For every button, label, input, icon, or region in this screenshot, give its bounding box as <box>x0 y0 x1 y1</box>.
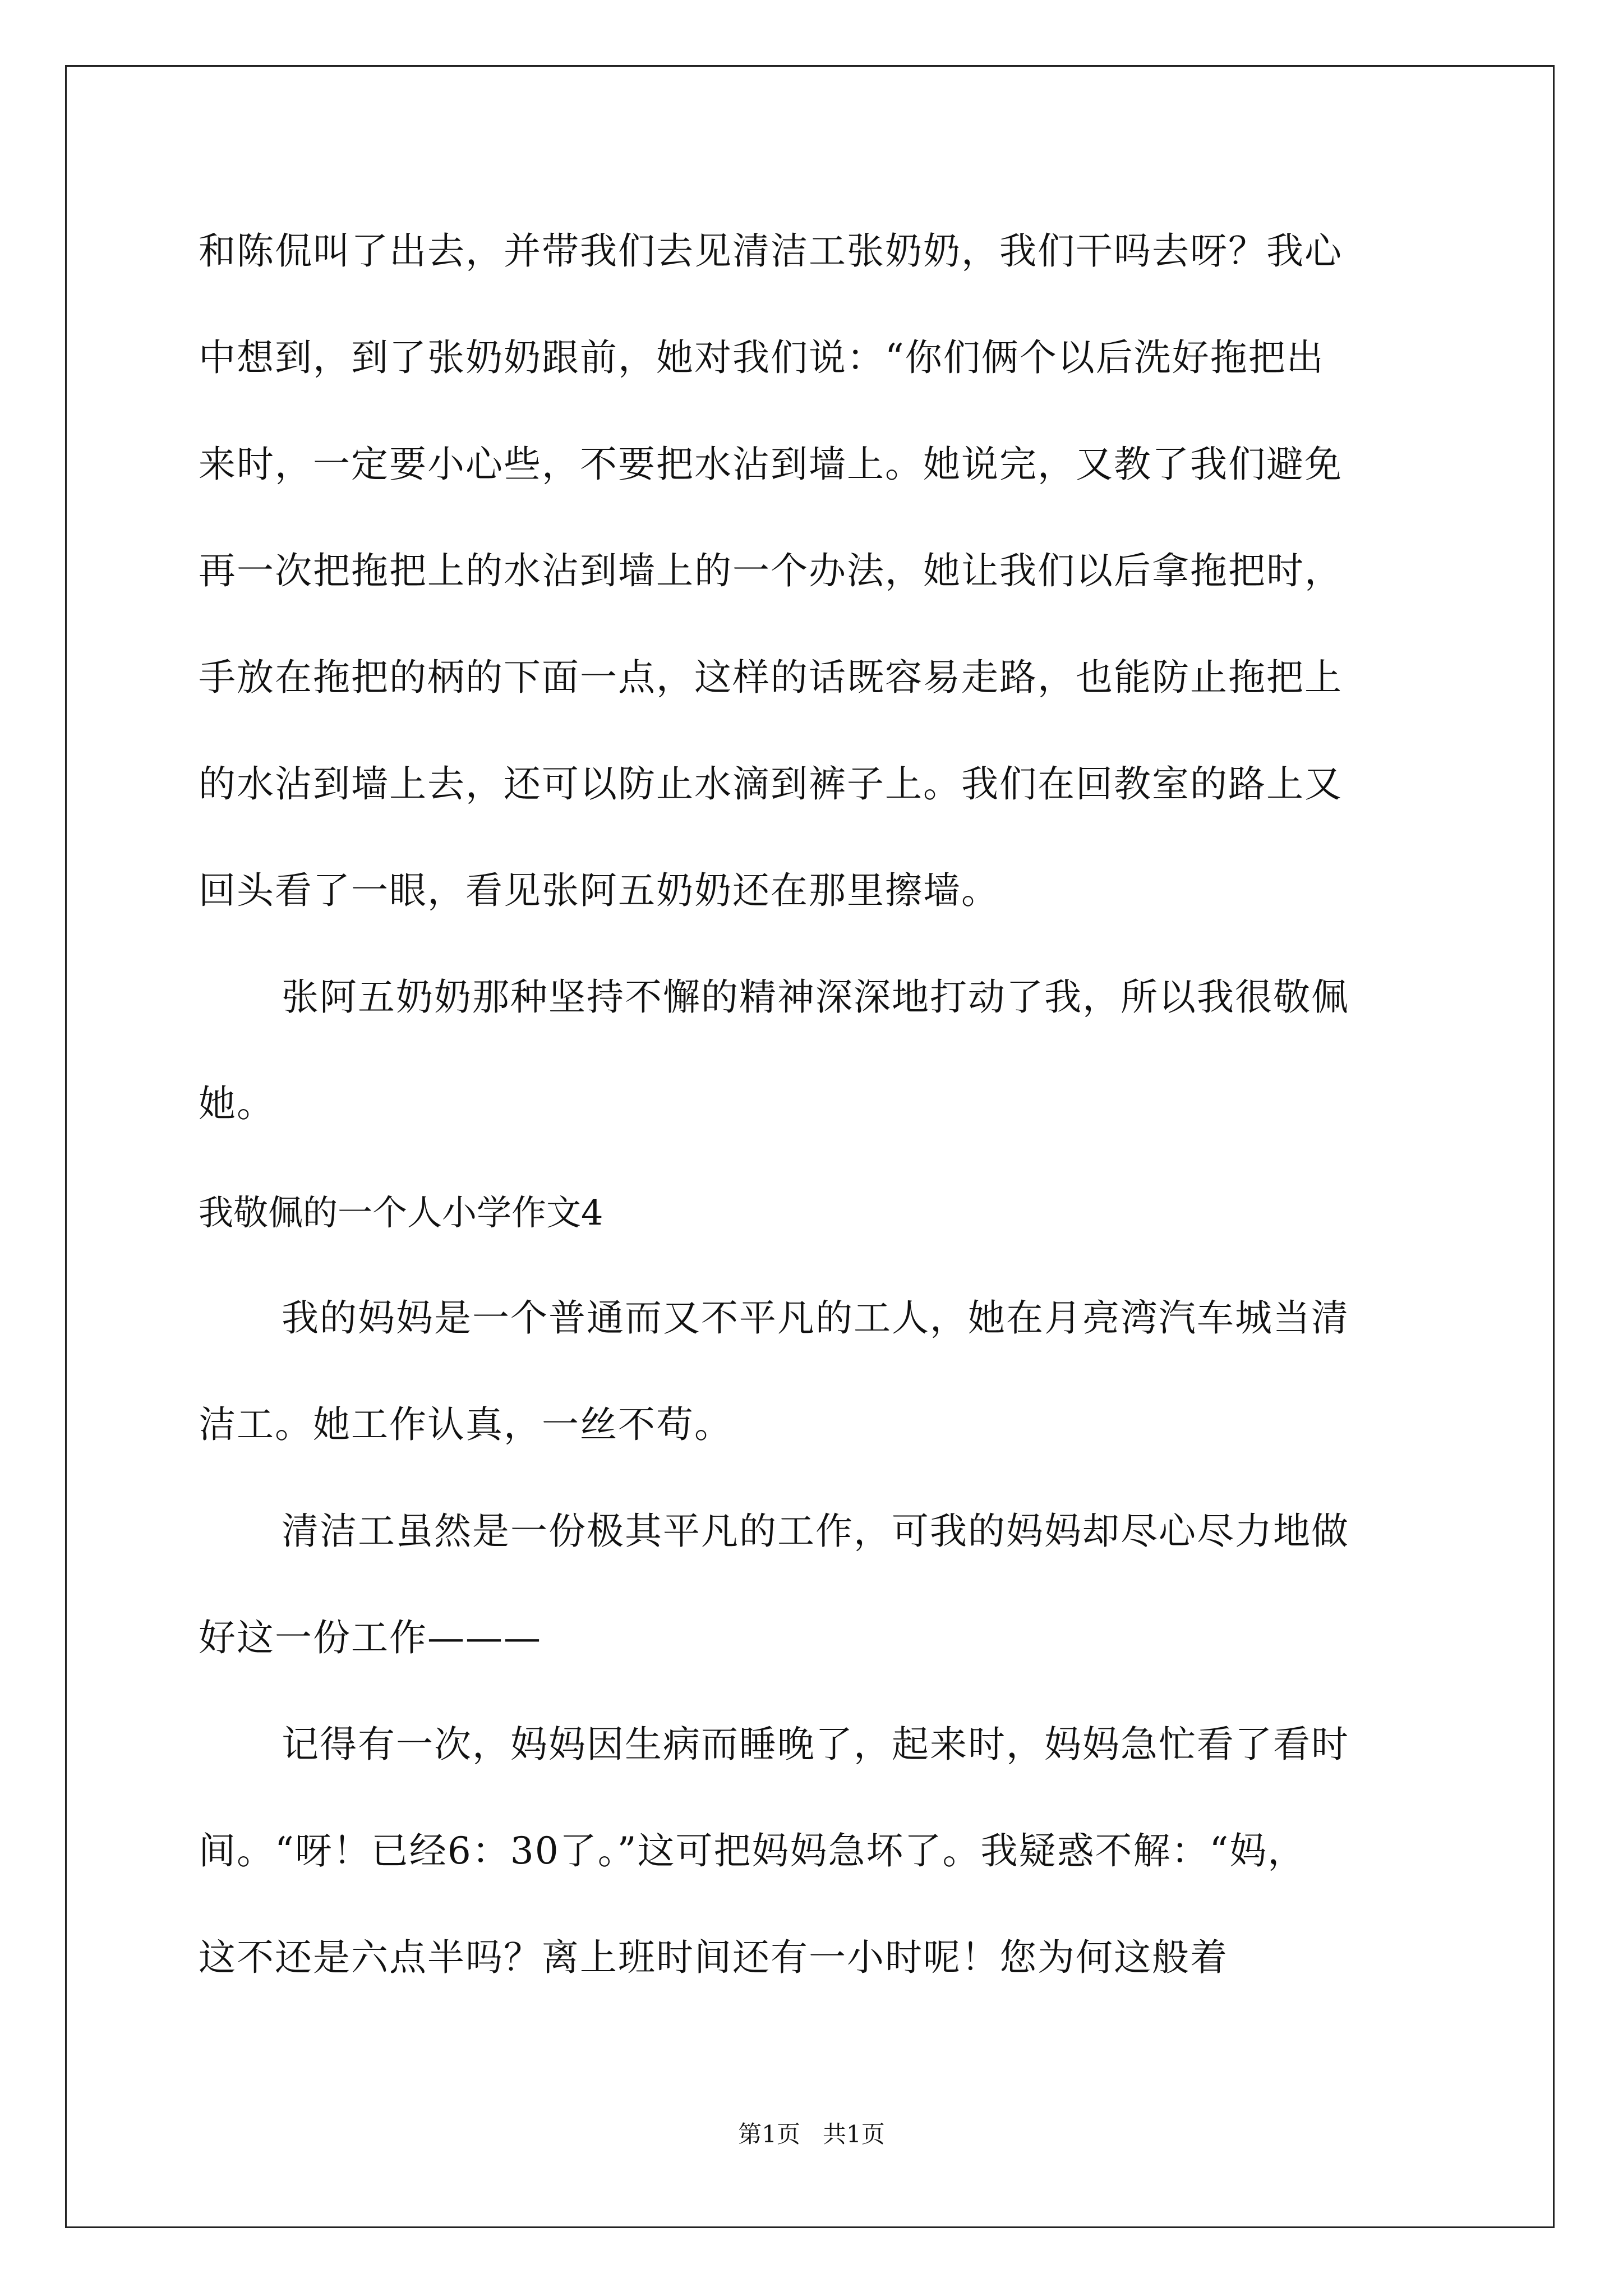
text-line: 这不还是六点半吗？离上班时间还有一小时呢！您为何这般着 <box>199 1936 1228 1979</box>
text-line: 洁工。她工作认真，一丝不苟。 <box>199 1403 732 1446</box>
text-line: 和陈侃叫了出去，并带我们去见清洁工张奶奶，我们干吗去呀？我心 <box>199 229 1343 273</box>
paragraph-first-line: 记得有一次，妈妈因生病而睡晚了，起来时，妈妈急忙看了看时 <box>282 1723 1349 1766</box>
paragraph-first-line: 我的妈妈是一个普通而又不平凡的工人，她在月亮湾汽车城当清 <box>282 1296 1349 1340</box>
text-line: 中想到，到了张奶奶跟前，她对我们说：“你们俩个以后洗好拖把出 <box>199 336 1325 379</box>
page-border <box>65 65 1555 2228</box>
text-line: 回头看了一眼，看见张阿五奶奶还在那里擦墙。 <box>199 869 999 912</box>
text-line: 来时，一定要小心些，不要把水沾到墙上。她说完，又教了我们避免 <box>199 443 1343 486</box>
text-line: 好这一份工作——— <box>199 1616 542 1659</box>
text-line: 再一次把拖把上的水沾到墙上的一个办法，她让我们以后拿拖把时， <box>199 549 1343 592</box>
text-line: 手放在拖把的柄的下面一点，这样的话既容易走路，也能防止拖把上 <box>199 656 1343 699</box>
section-heading: 我敬佩的一个人小学作文4 <box>199 1192 603 1233</box>
paragraph-first-line: 清洁工虽然是一份极其平凡的工作，可我的妈妈却尽心尽力地做 <box>282 1510 1349 1553</box>
text-line: 的水沾到墙上去，还可以防止水滴到裤子上。我们在回教室的路上又 <box>199 762 1343 806</box>
page-footer: 第1页 共1页 <box>738 2120 885 2148</box>
paragraph-first-line: 张阿五奶奶那种坚持不懈的精神深深地打动了我，所以我很敬佩 <box>282 976 1349 1019</box>
text-line: 间。“呀！已经6：30了。”这可把妈妈急坏了。我疑惑不解：“妈， <box>199 1829 1306 1872</box>
text-line: 她。 <box>199 1082 275 1125</box>
